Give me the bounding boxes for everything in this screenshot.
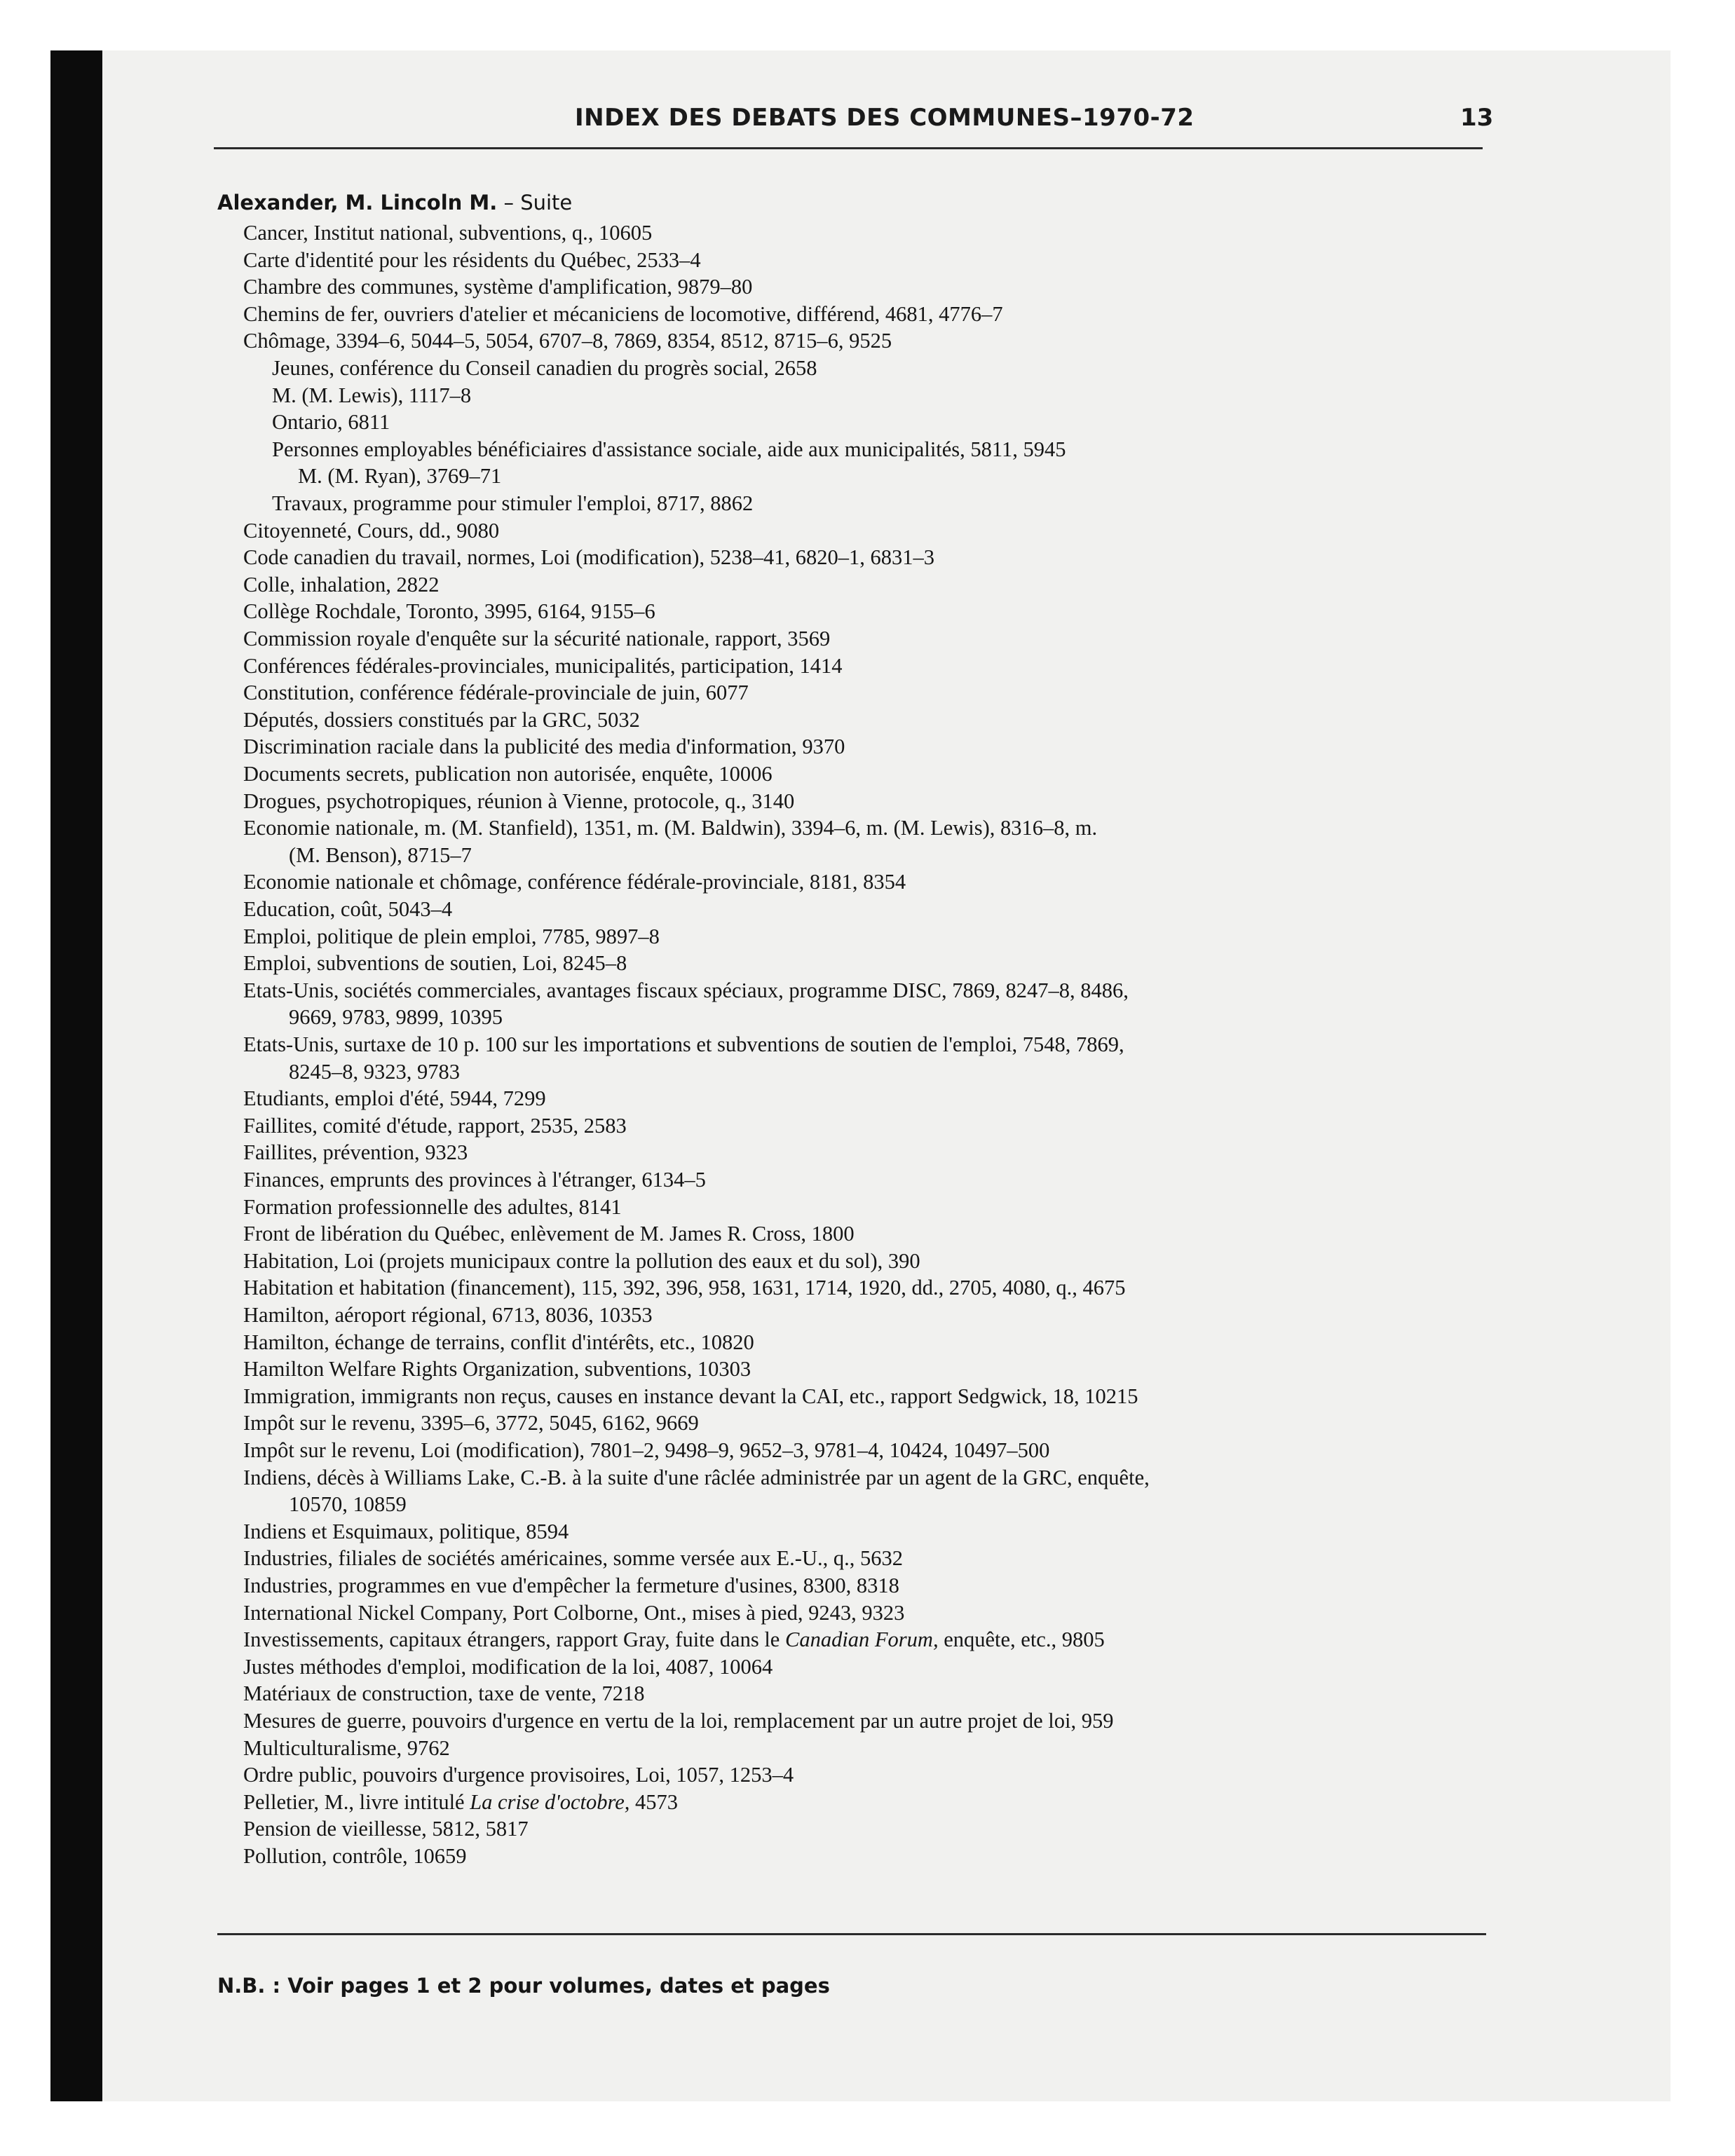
index-line-text: Code canadien du travail, normes, Loi (modification), 5238–41, 6820–1, 6831–3 (243, 545, 934, 570)
index-line-title: La crise d'octobre, (470, 1789, 630, 1814)
index-line (243, 598, 655, 625)
index-line (243, 653, 843, 679)
index-line-text: Etats-Unis, sociétés commerciales, avantages fiscaux spéciaux, programme DISC, 7869, 8247–8, 8486, (243, 978, 1129, 1002)
index-line-text: Pension de vieillesse, 5812, 5817 (243, 1817, 529, 1841)
index-line-text: International Nickel Company, Port Colborne, Ont., mises à pied, 9243, 9323 (243, 1600, 905, 1625)
index-line-text: Citoyenneté, Cours, dd., 9080 (243, 518, 500, 543)
index-line-text: Colle, inhalation, 2822 (243, 572, 440, 596)
index-line (243, 1707, 1113, 1734)
index-line-text: Indiens et Esquimaux, politique, 8594 (243, 1519, 569, 1543)
index-line (243, 707, 640, 733)
index-line-text: Pelletier, M., livre intitulé (243, 1789, 470, 1814)
index-line-text: Documents secrets, publication non autorisée, enquête, 10006 (243, 762, 773, 786)
index-line (243, 1220, 855, 1247)
index-continuation-line (289, 842, 472, 868)
index-line (243, 733, 845, 760)
index-line (243, 1599, 904, 1626)
index-line (243, 1274, 1126, 1301)
index-line (272, 436, 1066, 463)
index-line-text: Industries, programmes en vue d'empêcher la fermeture d'usines, 8300, 8318 (243, 1574, 899, 1597)
index-line-text: Education, coût, 5043–4 (243, 897, 453, 921)
index-line (272, 382, 471, 409)
index-line (243, 1085, 546, 1112)
index-line (243, 301, 1003, 327)
index-line-text: Collège Rochdale, Toronto, 3995, 6164, 9155–6 (243, 599, 655, 624)
index-line-text: Front de libération du Québec, enlèvement de M. James R. Cross, 1800 (243, 1222, 855, 1246)
index-line-text: Multiculturalisme, 9762 (243, 1735, 450, 1760)
index-line (243, 1789, 678, 1815)
index-line-text: Justes méthodes d'emploi, modification de la loi, 4087, 10064 (243, 1654, 773, 1679)
index-line-text: (M. Benson), 8715–7 (289, 842, 472, 867)
index-line-text: Travaux, programme pour stimuler l'emploi, 8717, 8862 (272, 491, 754, 515)
index-line (243, 896, 452, 922)
index-line-text: Industries, filiales de sociétés américaines, somme versée aux E.-U., q., 5632 (243, 1546, 903, 1571)
entry-suffix: – Suite (497, 191, 573, 214)
index-line-text: Indiens, décès à Williams Lake, C.-B. à la suite d'une râclée administrée par un agent de la GRC, enquête, (243, 1465, 1150, 1489)
index-line (243, 273, 752, 300)
index-line (243, 1464, 1150, 1491)
index-line-text: Constitution, conférence fédérale-provinciale de juin, 6077 (243, 681, 749, 705)
index-line (298, 463, 501, 489)
index-line (243, 219, 652, 246)
index-line (243, 1329, 754, 1356)
page-header-title: INDEX DES DEBATS DES COMMUNES–1970-72 (575, 104, 1195, 132)
index-line (243, 1248, 920, 1274)
index-line (243, 1302, 653, 1328)
index-line (243, 977, 1129, 1004)
index-line-text: Hamilton, aéroport régional, 6713, 8036, 10353 (243, 1303, 653, 1327)
index-line-text: Faillites, comité d'étude, rapport, 2535, 2583 (243, 1113, 627, 1138)
index-line-text: Conférences fédérales-provinciales, municipalités, participation, 1414 (243, 653, 843, 678)
index-line (243, 1653, 773, 1680)
index-line (243, 1815, 529, 1842)
index-line (243, 1545, 903, 1571)
index-line (272, 409, 390, 435)
index-line (243, 868, 906, 895)
index-line (243, 1194, 622, 1220)
index-line-text: Jeunes, conférence du Conseil canadien du progrès social, 2658 (272, 356, 817, 380)
index-line (243, 1626, 1105, 1653)
index-line (243, 544, 934, 571)
index-line-text: Habitation et habitation (financement), 115, 392, 396, 958, 1631, 1714, 1920, dd., 2705, 4080, q., 4675 (243, 1276, 1126, 1300)
index-line-text: M. (M. Lewis), 1117–8 (272, 383, 472, 407)
index-line (243, 571, 440, 598)
index-line (243, 1518, 569, 1545)
index-line (243, 1166, 706, 1193)
index-line-text: Finances, emprunts des provinces à l'étranger, 6134–5 (243, 1168, 706, 1192)
index-line (243, 327, 892, 354)
index-line-text: Ontario, 6811 (272, 410, 390, 435)
index-continuation-line (289, 1491, 407, 1517)
index-line-text: Personnes employables bénéficiaires d'assistance sociale, aide aux municipalités, 5811, 5945 (272, 437, 1066, 461)
index-line (243, 679, 749, 706)
index-line-text: Etats-Unis, surtaxe de 10 p. 100 sur les importations et subventions de soutien de l'emploi, 7548, 7869, (243, 1032, 1124, 1056)
index-line (243, 625, 830, 652)
index-line-text: Hamilton, échange de terrains, conflit d'intérêts, etc., 10820 (243, 1330, 754, 1354)
index-line-text: Investissements, capitaux étrangers, rapport Gray, fuite dans le (243, 1628, 785, 1652)
index-line-text: Commission royale d'enquête sur la sécurité nationale, rapport, 3569 (243, 627, 831, 650)
index-line-text: Drogues, psychotropiques, réunion à Vienne, protocole, q., 3140 (243, 789, 795, 813)
index-line (243, 517, 499, 544)
index-line-text: Cancer, Institut national, subventions, q., 10605 (243, 221, 653, 245)
index-line (272, 355, 817, 381)
index-line-text: Chemins de fer, ouvriers d'atelier et mécaniciens de locomotive, différend, 4681, 4776–7 (243, 301, 1003, 326)
binding-edge (50, 50, 102, 2101)
index-line-text: Matériaux de construction, taxe de vente, 7218 (243, 1681, 645, 1706)
index-line (243, 1761, 794, 1788)
index-line (243, 1112, 627, 1139)
index-continuation-line (289, 1004, 503, 1030)
index-line-text: Députés, dossiers constitués par la GRC, 5032 (243, 707, 640, 732)
index-line (243, 1356, 751, 1382)
index-line-text: Hamilton Welfare Rights Organization, subventions, 10303 (243, 1357, 751, 1381)
index-entry-heading (217, 191, 572, 214)
index-line-text: Pollution, contrôle, 10659 (243, 1844, 467, 1868)
index-line-text: 8245–8, 9323, 9783 (289, 1059, 460, 1084)
index-line-text: Faillites, prévention, 9323 (243, 1140, 468, 1165)
index-line (243, 760, 773, 787)
footnote: N.B. : Voir pages 1 et 2 pour volumes, dates et pages (217, 1974, 830, 1998)
index-line-text: Ordre public, pouvoirs d'urgence provisoires, Loi, 1057, 1253–4 (243, 1763, 794, 1787)
index-line (243, 247, 701, 273)
index-line (272, 490, 753, 517)
index-line-text: 10570, 10859 (289, 1492, 407, 1517)
index-line-text: Mesures de guerre, pouvoirs d'urgence en vertu de la loi, remplacement par un autre projet de loi, 959 (243, 1709, 1114, 1733)
index-line-text: Immigration, immigrants non reçus, causes en instance devant la CAI, etc., rapport Sedgwick, 18, 10215 (243, 1384, 1138, 1408)
index-line (243, 923, 660, 950)
index-line-text: Chambre des communes, système d'amplification, 9879–80 (243, 275, 753, 299)
index-line-text: M. (M. Ryan), 3769–71 (298, 464, 502, 489)
entry-name: Alexander, M. Lincoln M. (217, 191, 498, 214)
index-line-text: Habitation, Loi (projets municipaux contre la pollution des eaux et du sol), 390 (243, 1248, 920, 1273)
index-line (243, 814, 1097, 841)
index-line-text: Etudiants, emploi d'été, 5944, 7299 (243, 1086, 546, 1111)
index-line (243, 1437, 1049, 1464)
index-line-tail: enquête, etc., 9805 (938, 1628, 1105, 1652)
index-line-tail: 4573 (630, 1789, 679, 1814)
index-line-text: Chômage, 3394–6, 5044–5, 5054, 6707–8, 7869, 8354, 8512, 8715–6, 9525 (243, 329, 892, 353)
index-line-text: Emploi, politique de plein emploi, 7785, 9897–8 (243, 924, 660, 948)
header-rule (214, 147, 1483, 149)
index-continuation-line (289, 1058, 460, 1085)
index-line (243, 1572, 899, 1599)
index-line (243, 1031, 1124, 1058)
index-line (243, 1680, 645, 1707)
index-line (243, 1383, 1138, 1410)
index-line (243, 1843, 467, 1869)
index-line-title: Canadian Forum, (784, 1628, 939, 1652)
index-line-text: Emploi, subventions de soutien, Loi, 8245–8 (243, 951, 627, 976)
index-line-text: Formation professionnelle des adultes, 8141 (243, 1194, 622, 1219)
index-line-text: Impôt sur le revenu, Loi (modification), 7801–2, 9498–9, 9652–3, 9781–4, 10424, 10497–500 (243, 1438, 1050, 1462)
index-line-text: Economie nationale, m. (M. Stanfield), 1351, m. (M. Baldwin), 3394–6, m. (M. Lewis), 8316–8, m. (243, 816, 1098, 840)
index-line-text: Carte d'identité pour les résidents du Québec, 2533–4 (243, 247, 701, 272)
index-line-text: Economie nationale et chômage, conférence fédérale-provinciale, 8181, 8354 (243, 870, 906, 894)
index-line (243, 950, 627, 976)
footer-rule (217, 1933, 1486, 1935)
index-line-text: Impôt sur le revenu, 3395–6, 3772, 5045, 6162, 9669 (243, 1411, 699, 1435)
index-line (243, 788, 794, 814)
index-line (243, 1410, 699, 1436)
index-line (243, 1139, 468, 1166)
page-number: 13 (1460, 104, 1494, 132)
index-line (243, 1735, 450, 1761)
index-line-text: 9669, 9783, 9899, 10395 (289, 1005, 503, 1030)
index-line-text: Discrimination raciale dans la publicité des media d'information, 9370 (243, 735, 845, 759)
